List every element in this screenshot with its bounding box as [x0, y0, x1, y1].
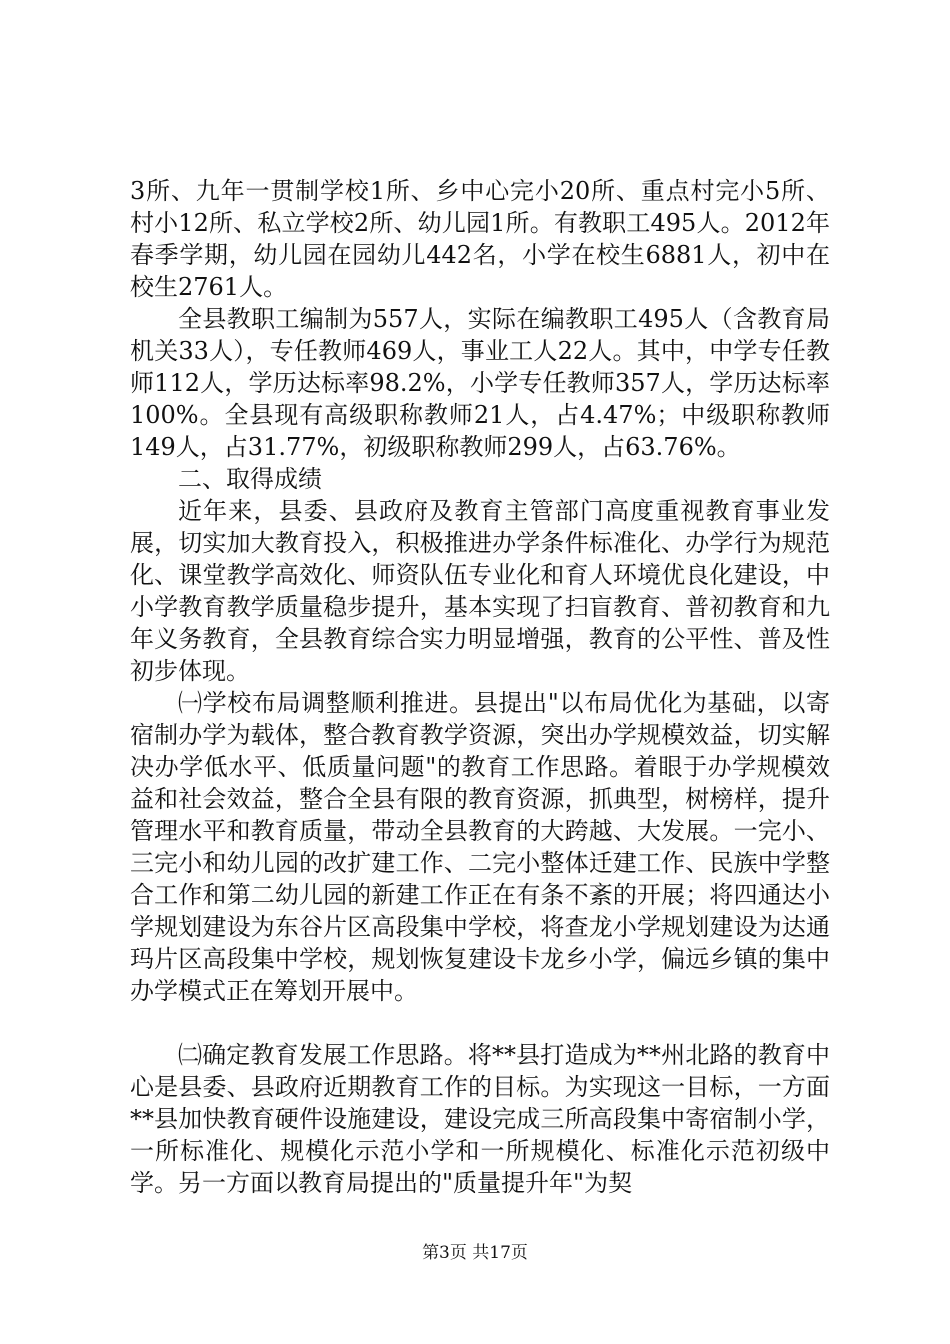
document-body	[130, 175, 830, 1199]
page-footer: 第3页 共17页	[422, 1243, 528, 1263]
paragraph-development-approach: ㈡确定教育发展工作思路。将**县打造成为**州北路的教育中心是县委、县政府近期教育工作的目标。为实现这一目标，一方面**县加快教育硬件设施建设，建设完成三所高段集中寄宿制小学，一所标准化、规模化示范小学和一所规模化、标准化示范初级中学。另一方面以教育局提出的"质量提升年"为契	[130, 1041, 830, 1197]
paragraph-achievements: 近年来，县委、县政府及教育主管部门高度重视教育事业发展，切实加大教育投入，积极推进办学条件标准化、办学行为规范化、课堂教学高效化、师资队伍专业化和育人环境优良化建设，中小学教育教学质量稳步提升，基本实现了扫盲教育、普初教育和九年义务教育，全县教育综合实力明显增强，教育的公平性、普及性初步体现。	[130, 497, 830, 685]
paragraph-staffing: 全县教职工编制为557人，实际在编教职工495人（含教育局机关33人），专任教师469人，事业工人22人。其中，中学专任教师112人，学历达标率98.2%，小学专任教师357人，学历达标率100%。全县现有高级职称教师21人，占4.47%；中级职称教师149人，占31.77%，初级职称教师299人，占63.76%。	[130, 305, 830, 461]
paragraph-school-layout: ㈠学校布局调整顺利推进。县提出"以布局优化为基础，以寄宿制办学为载体，整合教育教学资源，突出办学规模效益，切实解决办学低水平、低质量问题"的教育工作思路。着眼于办学规模效益和社会效益，整合全县有限的教育资源，抓典型，树榜样，提升管理水平和教育质量，带动全县教育的大跨越、大发展。一完小、三完小和幼儿园的改扩建工作、二完小整体迁建工作、民族中学整合工作和第二幼儿园的新建工作正在有条不紊的开展；将四通达小学规划建设为东谷片区高段集中学校，将查龙小学规划建设为达通玛片区高段集中学校，规划恢复建设卡龙乡小学，偏远乡镇的集中办学模式正在筹划开展中。	[130, 689, 830, 1005]
section-heading: 二、取得成绩	[178, 465, 322, 493]
paragraph-school-counts: 3所、九年一贯制学校1所、乡中心完小20所、重点村完小5所、村小12所、私立学校2所、幼儿园1所。有教职工495人。2012年春季学期，幼儿园在园幼儿442名，小学在校生6881人，初中在校生2761人。	[130, 177, 830, 301]
